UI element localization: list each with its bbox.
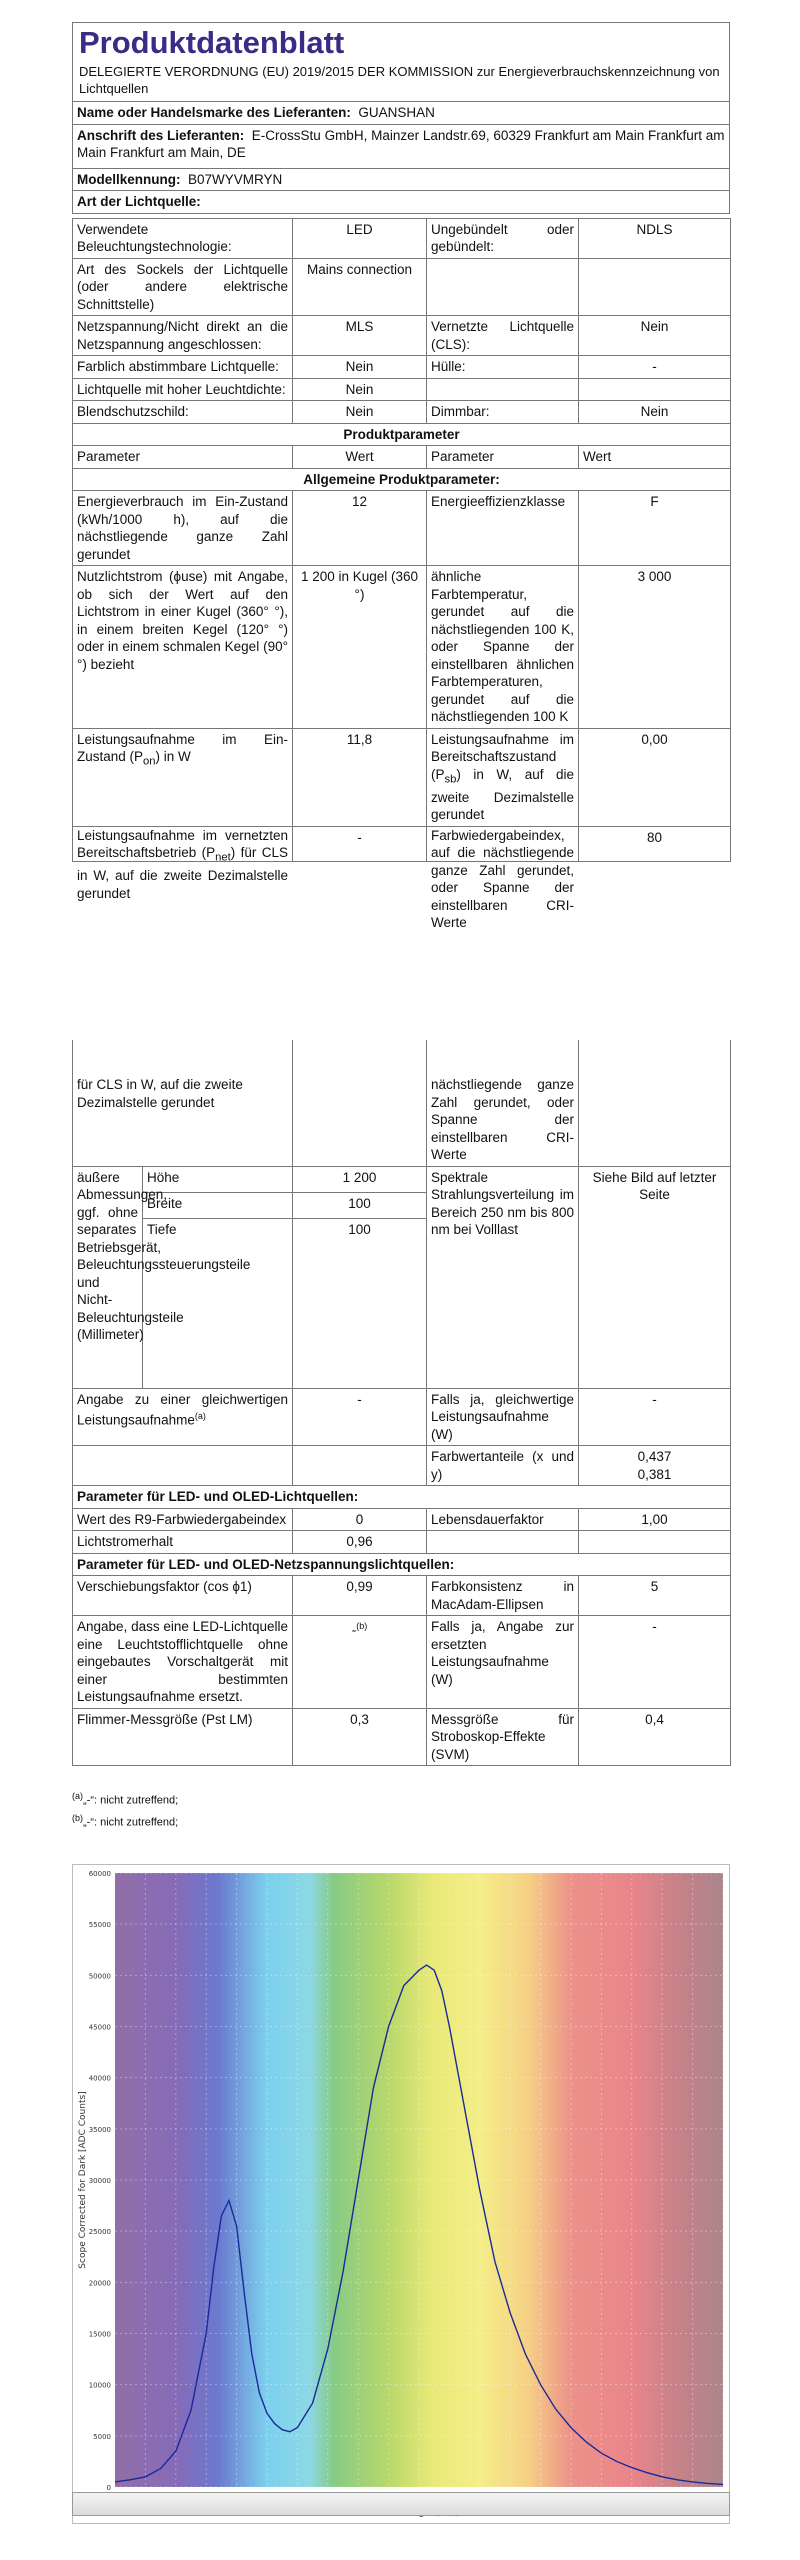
table-row [73, 378, 731, 401]
table-row [73, 728, 731, 826]
equivalent-power-label: Falls ja, gleichwertige Leistungsaufnahme (W) [427, 1388, 579, 1446]
r9-value: 0 [293, 1508, 427, 1531]
y-tick-label: 55000 [88, 1921, 111, 1930]
replaced-power-value: - [579, 1616, 731, 1709]
equivalent-power-value: - [579, 1388, 731, 1446]
energy-class-label: Energieeffizienzklasse [427, 491, 579, 566]
y-tick-label: 25000 [88, 2228, 111, 2237]
mains-label: Netzspannung/Nicht direkt an die Netzspannung angeschlossen: [73, 316, 293, 356]
cri-value: 80 [579, 826, 731, 861]
chromaticity-y: 0,381 [637, 1466, 672, 1482]
depth-label: Tiefe [143, 1218, 293, 1388]
page-title: Produktdatenblatt [79, 25, 345, 60]
product-params-header: Produktparameter [73, 423, 731, 446]
model-value: B07WYVMRYN [188, 171, 283, 187]
spectrum-chart-svg [73, 1865, 731, 2525]
header-table [72, 22, 730, 214]
energy-class-value: F [579, 491, 731, 566]
col-header-param-2: Parameter [427, 446, 579, 469]
table-row [73, 401, 731, 424]
replacement-label: Angabe, dass eine LED-Lichtquelle eine Leuchtstofflichtquelle ohne eingebautes Vorschaltgerät mit einer bestimmten Leistungsaufnahme ersetzt. [73, 1616, 293, 1709]
high-luminance-value: Nein [293, 378, 427, 401]
directional-value: NDLS [579, 218, 731, 258]
light-source-table [72, 218, 731, 931]
table-row [73, 566, 731, 729]
y-tick-label: 35000 [88, 2125, 111, 2134]
high-luminance-label: Lichtquelle mit hoher Leuchtdichte: [73, 378, 293, 401]
general-params-header: Allgemeine Produktparameter: [73, 468, 731, 491]
cap-type-label: Art des Sockels der Lichtquelle (oder andere elektrische Schnittstelle) [73, 258, 293, 316]
spd-label: Spektrale Strahlungsverteilung im Bereich 250 nm bis 800 nm bei Volllast [427, 1166, 579, 1388]
width-label: Breite [143, 1192, 293, 1218]
dims-label: äußere Abmessungen, ggf. ohne separates Betriebsgerät, Beleuchtungssteuerungsteile und Nicht-Beleuchtungsteile (Millimeter) [73, 1166, 143, 1388]
svm-value: 0,4 [579, 1708, 731, 1766]
pon-label: Leistungsaufnahme im Ein-Zustand $(P_{on})$ in W [73, 728, 293, 826]
chromaticity-x: 0,437 [637, 1449, 672, 1464]
table-row [73, 491, 731, 566]
y-tick-label: 40000 [88, 2074, 111, 2083]
col-header-value-2: Wert [579, 446, 731, 469]
energy-value: 12 [293, 491, 427, 566]
datasheet-page-2 [72, 1040, 730, 1766]
dimmable-label: Dimmbar: [427, 401, 579, 424]
cls-label: Vernetzte Lichtquelle (CLS): [427, 316, 579, 356]
lumen-maintenance-label: Lichtstromerhalt [73, 1531, 293, 1554]
spectrum-chart [72, 1864, 730, 2524]
mains-value: MLS [293, 316, 427, 356]
energy-label: Energieverbrauch im Ein-Zustand (kWh/1000 h), auf die nächstliegende ganze Zahl gerundet [73, 491, 293, 566]
pnet-value: - [293, 826, 427, 861]
cri-label: Farbwiedergabeindex, auf die nächstliegende ganze Zahl gerundet, oder Spanne der einstellbaren CRI-Werte [431, 827, 574, 931]
datasheet-page-1 [72, 22, 730, 931]
directional-label: Ungebündelt oder gebündelt: [427, 218, 579, 258]
svm-label: Messgröße für Stroboskop-Effekte (SVM) [427, 1708, 579, 1766]
r9-label: Wert des R9-Farbwiedergabeindex [73, 1508, 293, 1531]
lumen-maintenance-value: 0,96 [293, 1531, 427, 1554]
cct-label: ähnliche Farbtemperatur, gerundet auf die nächstliegenden 100 K, oder Spanne der einstellbaren ähnlichen Farbtemperaturen, gerundet auf die nächstliegenden 100 K [427, 566, 579, 729]
tunable-value: Nein [293, 356, 427, 379]
light-source-header: Art der Lichtquelle: [73, 191, 730, 214]
table-row [73, 1576, 731, 1616]
col-header-param: Parameter [73, 446, 293, 469]
y-tick-label: 15000 [88, 2330, 111, 2339]
table-row [73, 1508, 731, 1531]
supplier-value: GUANSHAN [358, 105, 435, 120]
table-row [73, 1446, 731, 1486]
survival-value: 1,00 [579, 1508, 731, 1531]
depth-value: 100 [293, 1218, 427, 1388]
mains-params-header: Parameter für LED- und OLED-Netzspannungslichtquellen: [73, 1553, 731, 1576]
regulation-subtitle: DELEGIERTE VERORDNUNG (EU) 2019/2015 DER KOMMISSION zur Energieverbrauchskennzeichnung von Lichtquellen [79, 64, 720, 96]
address-value: E-CrossStu GmbH, Mainzer Landstr.69, 60329 Frankfurt am Main Frankfurt am Main Frankfurt am Main, DE [77, 127, 725, 160]
technology-value: LED [293, 218, 427, 258]
colour-consistency-label: Farbkonsistenz in MacAdam-Ellipsen [427, 1576, 579, 1616]
flicker-label: Flimmer-Messgröße (Pst LM) [73, 1708, 293, 1766]
col-header-value: Wert [293, 446, 427, 469]
table-row [73, 1388, 731, 1446]
height-label: Höhe [143, 1166, 293, 1192]
tunable-label: Farblich abstimmbare Lichtquelle: [73, 356, 293, 379]
cct-value: 3 000 [579, 566, 731, 729]
y-tick-label: 0 [106, 2484, 111, 2492]
envelope-label: Hülle: [427, 356, 579, 379]
led-params-header: Parameter für LED- und OLED-Lichtquellen: [73, 1486, 731, 1509]
table-row [73, 1616, 731, 1709]
equivalent-label: Angabe zu einer gleichwertigen Leistungsaufnahme$^{(a)}$ [73, 1388, 293, 1446]
displacement-factor-label: Verschiebungsfaktor (cos ϕ1) [73, 1576, 293, 1616]
table-row [73, 316, 731, 356]
width-value: 100 [293, 1192, 427, 1218]
params-table-continued [72, 1040, 731, 1766]
table-row [73, 218, 731, 258]
height-value: 1 200 [293, 1166, 427, 1192]
cls-value: Nein [579, 316, 731, 356]
y-tick-label: 50000 [88, 1972, 111, 1981]
flicker-value: 0,3 [293, 1708, 427, 1766]
pnet-label: Leistungsaufnahme im vernetzten Bereitschaftsbetrieb $(P_{net})$ für CLS in W, auf die zweite Dezimalstelle gerundet [77, 827, 288, 901]
y-tick-label: 60000 [88, 1870, 111, 1878]
supplier-label: Name oder Handelsmarke des Lieferanten: [77, 105, 351, 120]
cap-type-value: Mains connection [293, 258, 427, 316]
model-label: Modellkennung: [77, 171, 181, 187]
colour-consistency-value: 5 [579, 1576, 731, 1616]
footnote-b: $^{(b)}$„-“: nicht zutreffend; [72, 1812, 179, 1829]
technology-label: Verwendete Beleuchtungstechnologie: [73, 218, 293, 258]
table-row [73, 1531, 731, 1554]
footnote-a: $^{(a)}$„-“: nicht zutreffend; [72, 1791, 179, 1807]
y-tick-label: 20000 [88, 2279, 111, 2288]
chromaticity-label: Farbwertanteile (x und y) [427, 1446, 579, 1486]
envelope-value: - [579, 356, 731, 379]
table-row [73, 356, 731, 379]
bottom-scrollbar[interactable] [72, 2492, 730, 2516]
y-tick-label: 45000 [88, 2023, 111, 2032]
table-row [73, 258, 731, 316]
y-tick-label: 10000 [88, 2381, 111, 2390]
flux-value: 1 200 in Kugel (360 °) [293, 566, 427, 729]
psb-value: 0,00 [579, 728, 731, 826]
footnotes [72, 1788, 178, 1831]
table-row [73, 1708, 731, 1766]
address-label: Anschrift des Lieferanten: [77, 127, 245, 143]
survival-label: Lebensdauerfaktor [427, 1508, 579, 1531]
replaced-power-label: Falls ja, Angabe zur ersetzten Leistungsaufnahme (W) [427, 1616, 579, 1709]
anti-glare-value: Nein [293, 401, 427, 424]
anti-glare-label: Blendschutzschild: [73, 401, 293, 424]
pon-value: 11,8 [293, 728, 427, 826]
spd-value: Siehe Bild auf letzter Seite [579, 1166, 731, 1388]
equivalent-value: - [293, 1388, 427, 1446]
table-row [73, 1166, 731, 1192]
flux-label: Nutzlichtstrom (ϕuse) mit Angabe, ob sich der Wert auf den Lichtstrom in einer Kugel (360° °), in einem breiten Kegel (120° °) oder in einem schmalen Kegel (90° °) bezieht [73, 566, 293, 729]
table-row-continued: für CLS in W, auf die zweite Dezimalstelle gerundet nächstliegende ganze Zahl gerundet, oder Spanne der einstellbaren CRI-Werte [73, 1040, 731, 1166]
table-row-cut [73, 826, 731, 861]
dimmable-value: Nein [579, 401, 731, 424]
y-tick-label: 30000 [88, 2177, 111, 2185]
displacement-factor-value: 0,99 [293, 1576, 427, 1616]
y-axis-label: Scope Corrected for Dark [ADC Counts] [78, 2091, 88, 2269]
replacement-value: -$^{(b)}$ [293, 1616, 427, 1709]
psb-label: Leistungsaufnahme im Bereitschaftszustand $(P_{sb})$ in W, auf die zweite Dezimalstelle gerundet [427, 728, 579, 826]
y-tick-label: 5000 [93, 2432, 111, 2441]
